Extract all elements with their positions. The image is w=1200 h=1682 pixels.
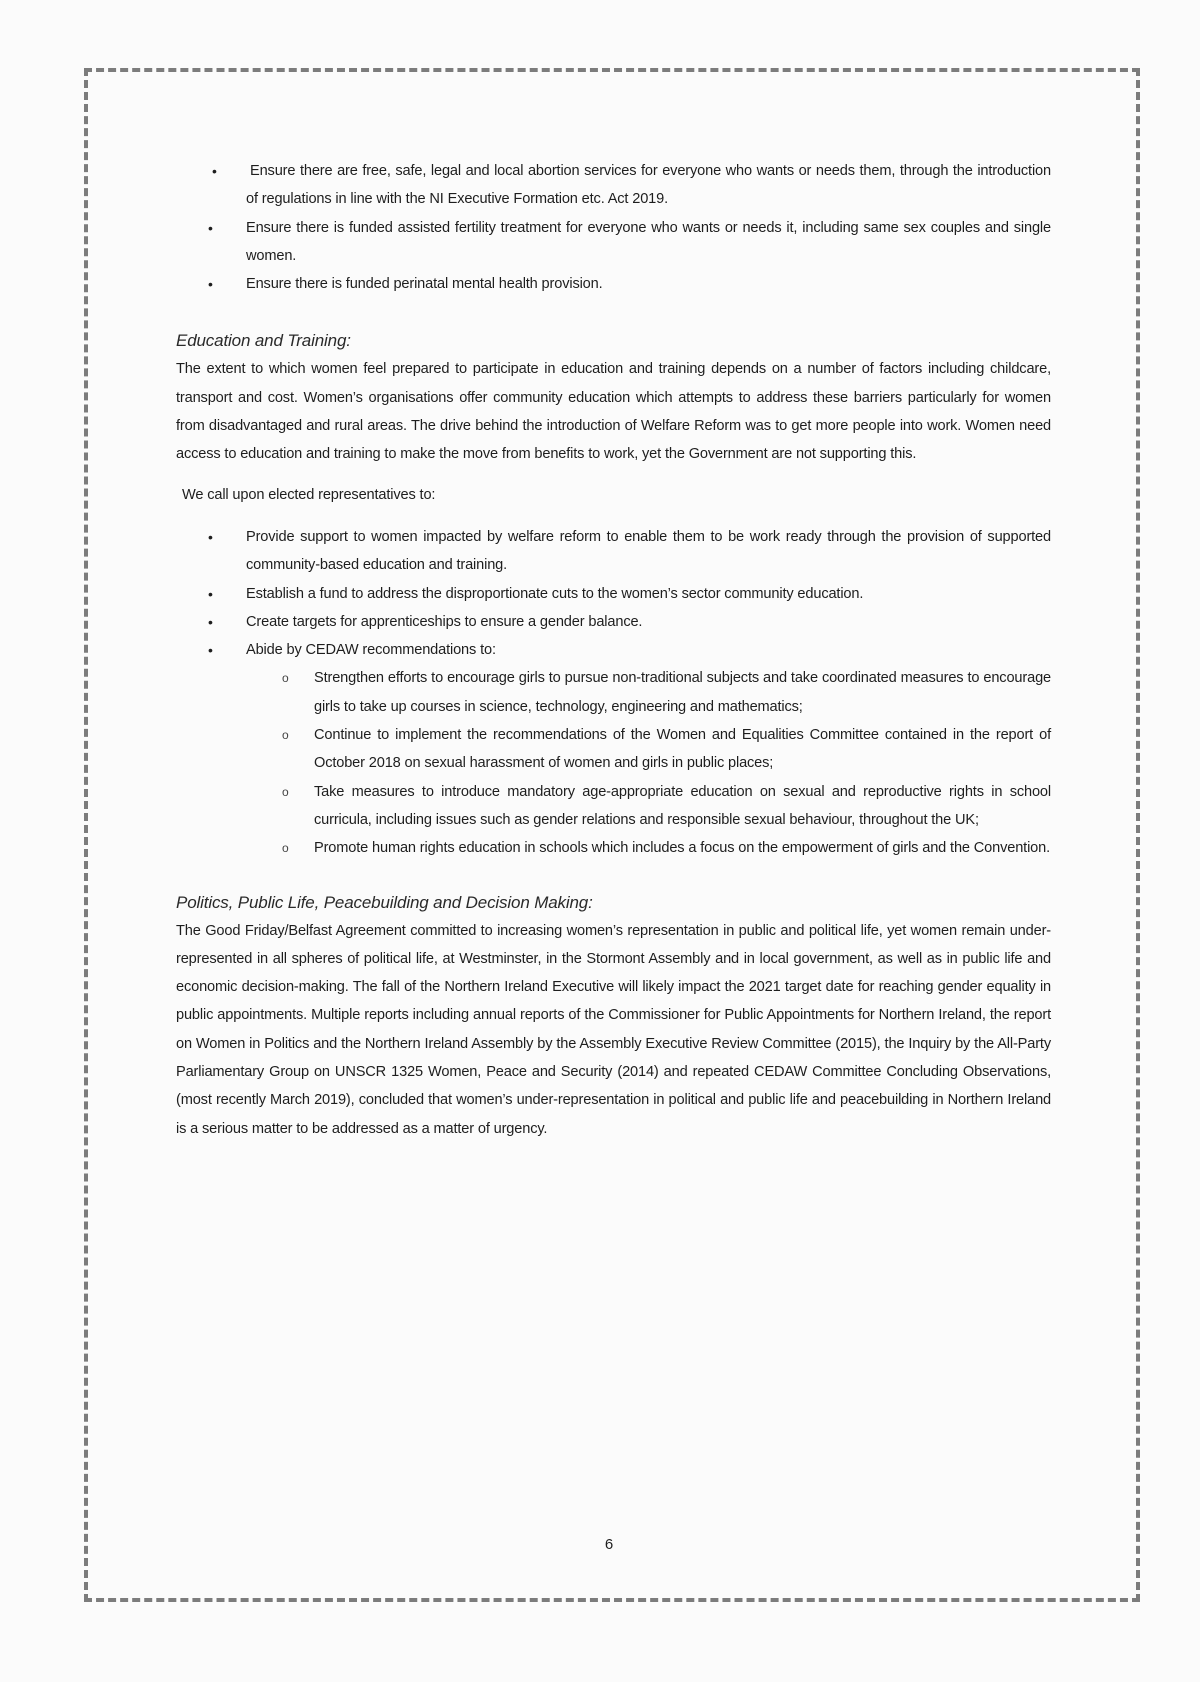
sub-bullet-item: o Promote human rights education in schools which includes a focus on the empowerment of girls and the Convention. [314, 834, 1051, 862]
sub-bullet-item: o Strengthen efforts to encourage girls to pursue non-traditional subjects and take coordinated measures to encourage girls to take up courses in science, technology, engineering and mathematics; [314, 664, 1051, 721]
bullet-item-cedaw [246, 636, 1051, 862]
section-heading-education: Education and Training: [176, 331, 351, 351]
section-heading-politics: Politics, Public Life, Peacebuilding and Decision Making: [176, 892, 593, 912]
sub-bullet-item: o Continue to implement the recommendations of the Women and Equalities Committee contained in the report of October 2018 on sexual harassment of women and girls in public places; [314, 721, 1051, 778]
bullet-item: • Establish a fund to address the disproportionate cuts to the women’s sector community education. [246, 580, 1051, 608]
cedaw-sub-bullet-list [246, 664, 1051, 862]
education-bullet-list [176, 523, 1051, 863]
bullet-item: • Ensure there is funded assisted fertility treatment for everyone who wants or needs it, including same sex couples and single women. [246, 214, 1051, 271]
bullet-item: • Ensure there is funded perinatal mental health provision. [246, 270, 1051, 298]
page-content [176, 157, 1051, 1143]
sub-bullet-item: o Take measures to introduce mandatory age-appropriate education on sexual and reproductive rights in school curricula, including issues such as gender relations and responsible sexual behaviour, throughout the UK; [314, 778, 1051, 835]
politics-paragraph: The Good Friday/Belfast Agreement committed to increasing women’s representation in public and political life, yet women remain under-represented in all spheres of political life, at Westminster, in the Stormont Assembly and in local government, as well as in public life and economic decision-making. The fall of the Northern Ireland Executive will likely impact the 2021 target date for reaching gender equality in public appointments. Multiple reports including annual reports of the Commissioner for Public Appointments for Northern Ireland, the report on Women in Politics and the Northern Ireland Assembly by the Assembly Executive Review Committee (2015), the Inquiry by the All-Party Parliamentary Group on UNSCR 1325 Women, Peace and Security (2014) and repeated CEDAW Committee Concluding Observations, (most recently March 2019), concluded that women’s under-representation in political and public life and peacebuilding in Northern Ireland is a serious matter to be addressed as a matter of urgency. [176, 922, 1051, 1137]
reproductive-health-bullet-list [176, 157, 1051, 298]
cedaw-bullet-label: Abide by CEDAW recommendations to: [246, 642, 496, 659]
page-number: 6 [604, 1536, 614, 1553]
bullet-item: • Provide support to women impacted by welfare reform to enable them to be work ready through the provision of supported community-based education and training. [246, 523, 1051, 580]
education-paragraph: The extent to which women feel prepared to participate in education and training depends on a number of factors including childcare, transport and cost. Women’s organisations offer community education which attempts to address these barriers particularly for women from disadvantaged and rural areas. The drive behind the introduction of Welfare Reform was to get more people into work. Women need access to education and training to make the move from benefits to work, yet the Government are not supporting this. [176, 361, 1051, 463]
call-upon-text: We call upon elected representatives to: [182, 486, 436, 503]
bullet-item: • Create targets for apprenticeships to ensure a gender balance. [246, 608, 1051, 636]
bullet-item: • Ensure there are free, safe, legal and local abortion services for everyone who wants or needs them, through the introduction of regulations in line with the NI Executive Formation etc. Act 2019. [246, 157, 1051, 214]
